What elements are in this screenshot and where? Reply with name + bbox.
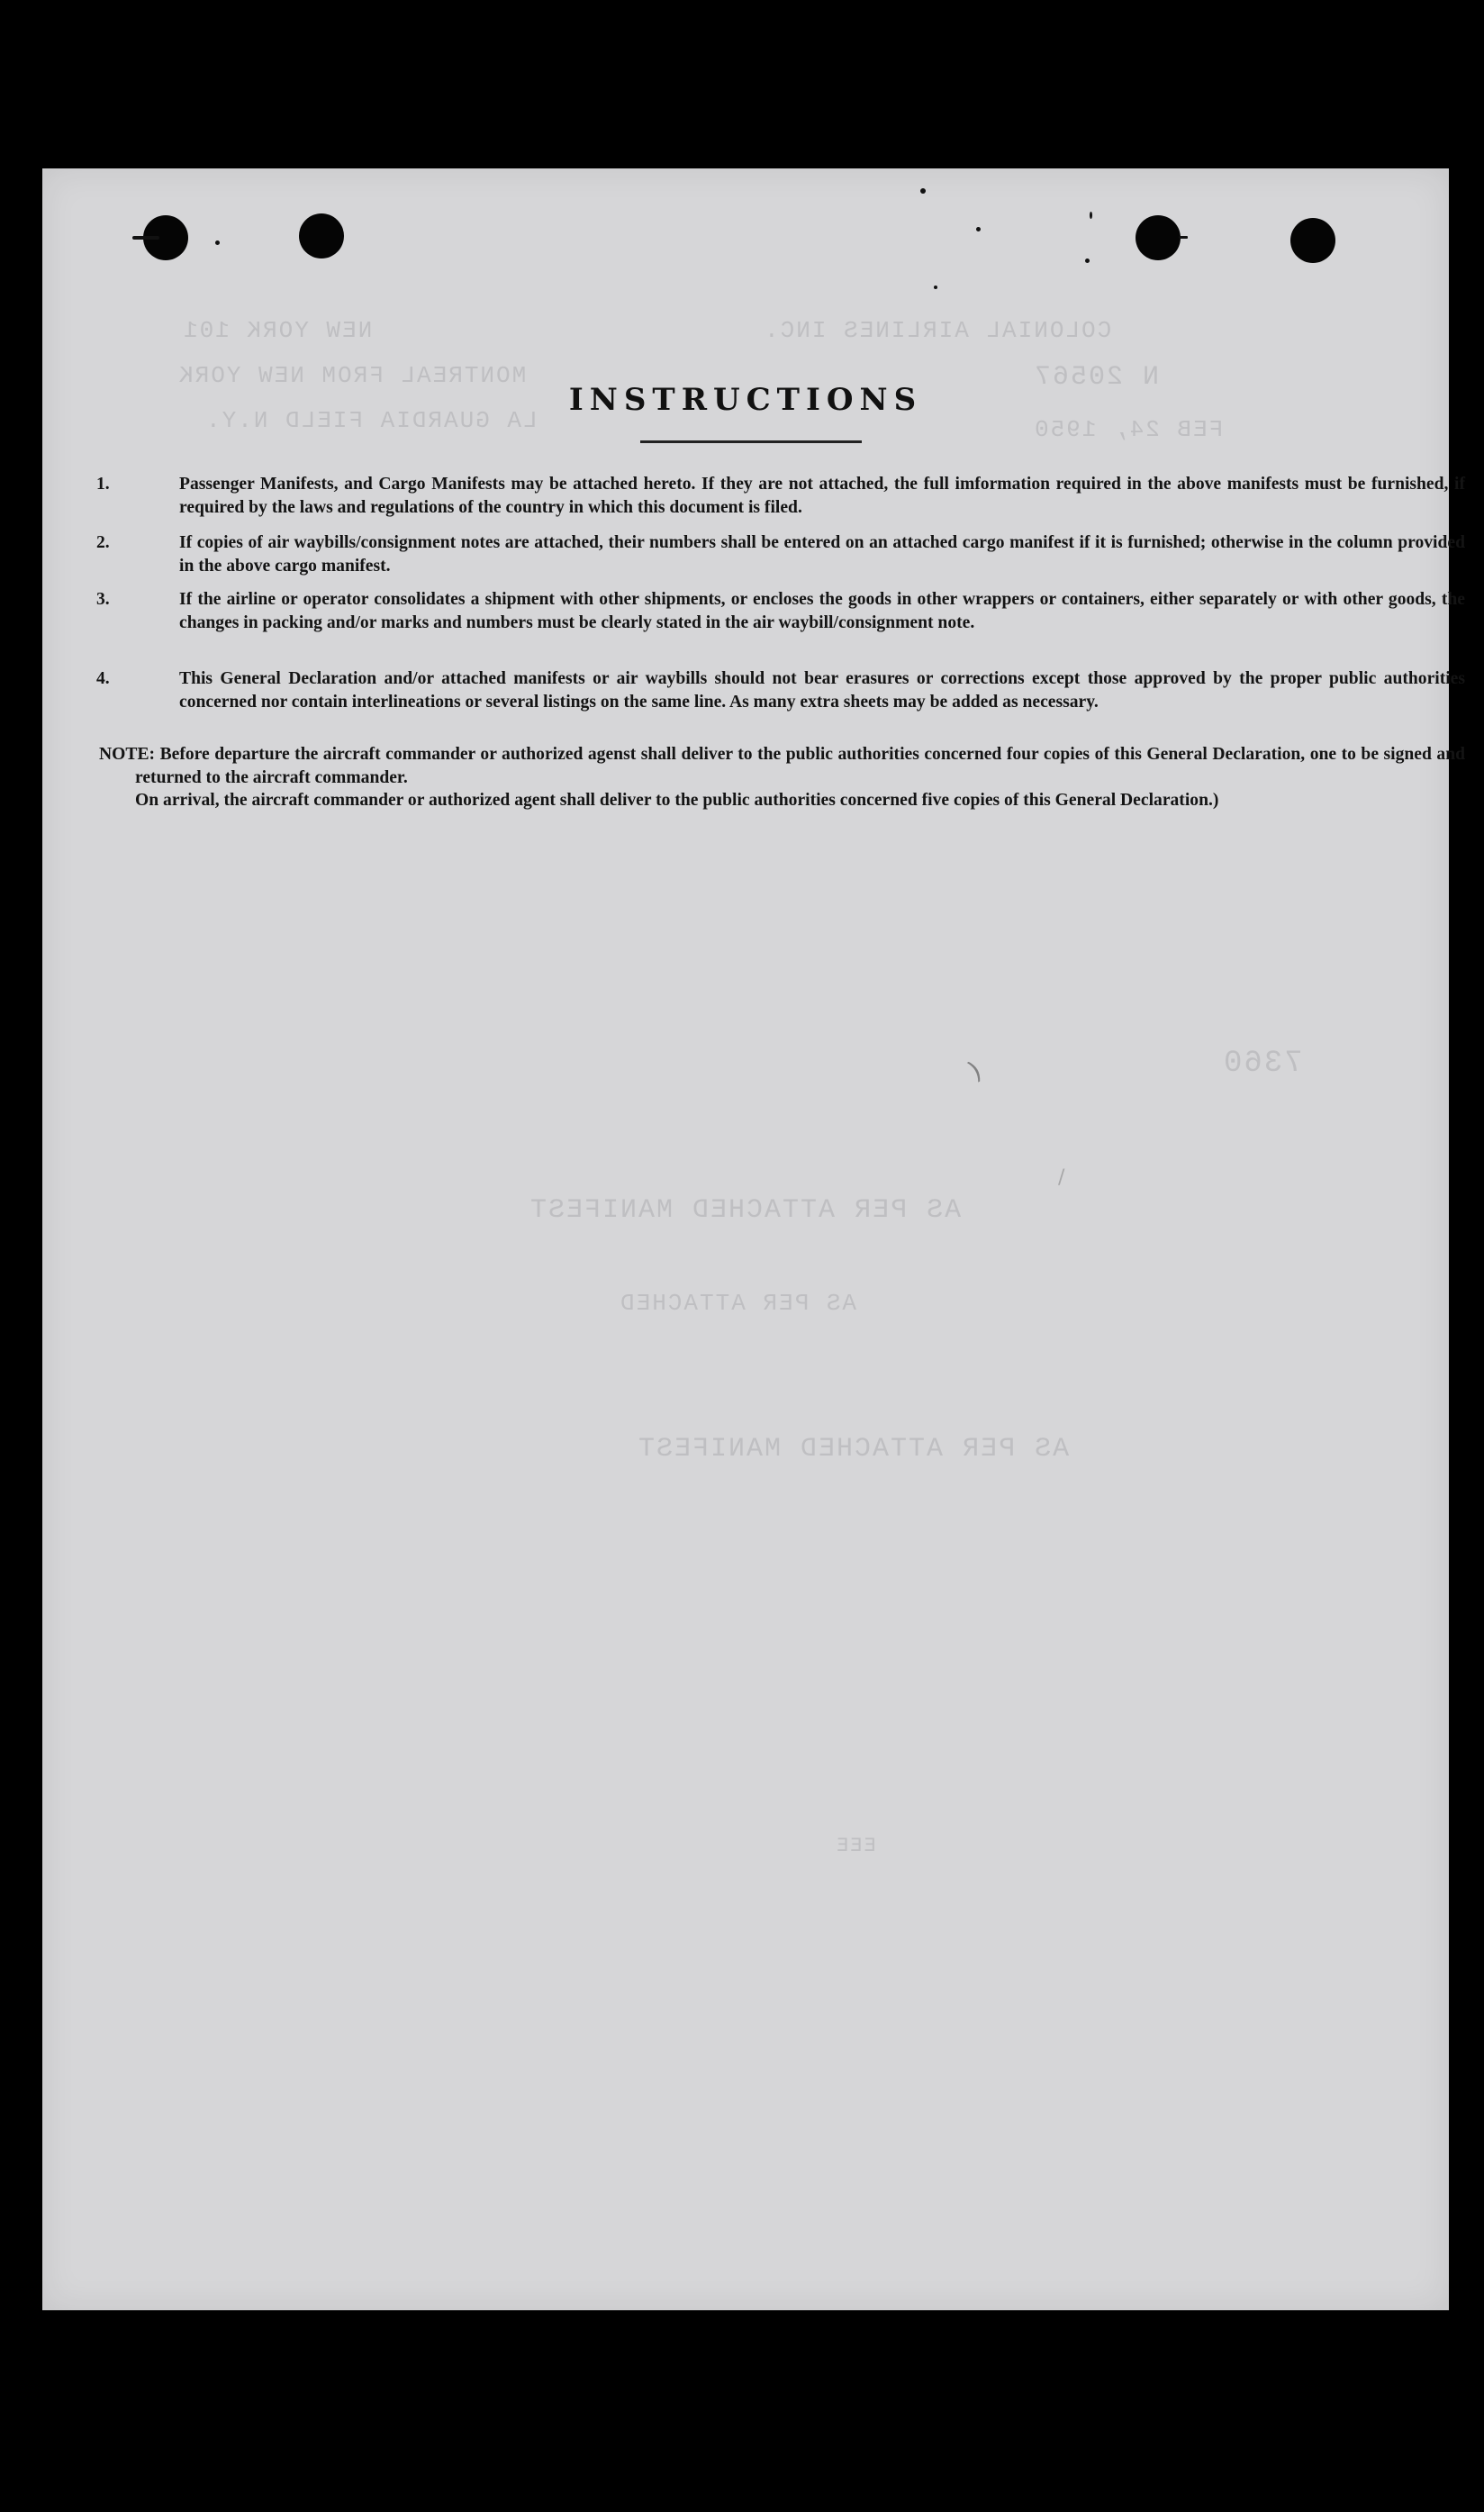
item-number: 1. bbox=[96, 475, 110, 494]
scan-speck bbox=[215, 240, 220, 245]
note-arrival-text: On arrival, the aircraft commander or authorized agent shall deliver to the public authorities concerned five copies of this General Declaration.) bbox=[135, 791, 1219, 810]
note-label: NOTE: bbox=[99, 745, 156, 764]
document-page bbox=[42, 168, 1465, 2310]
item-number: 2. bbox=[96, 533, 110, 552]
note-departure-text: Before departure the aircraft commander or authorized agenst shall deliver to the public authorities concerned four copies of this General Declaration, one to be signed and returned to the aircraft commander. bbox=[135, 745, 1465, 787]
bleed-through-text: LA GUARDIA FIELD N.Y. bbox=[204, 407, 538, 434]
scan-speck bbox=[934, 286, 937, 289]
scan-speck bbox=[132, 236, 159, 240]
item-text: If the airline or operator consolidates a shipment with other shipments, or encloses the goods in other wrappers or containers, either separately or with other goods, the changes in packing and/or marks and numbers must be clearly stated in the air waybill/consignment note. bbox=[179, 590, 1465, 632]
scan-speck bbox=[976, 227, 981, 231]
instruction-item-3 bbox=[96, 588, 1465, 634]
bleed-through-text: N 20567 bbox=[1033, 362, 1160, 393]
punch-hole bbox=[299, 213, 344, 258]
bleed-through-text: AS PER ATTACHED MANIFEST bbox=[529, 1195, 962, 1226]
pencil-mark: ) bbox=[963, 1055, 987, 1086]
bleed-through-text: COLONIAL AIRLINES INC. bbox=[763, 317, 1112, 344]
bleed-through-text: 7360 bbox=[1222, 1047, 1303, 1081]
bleed-through-text: AS PER ATTACHED MANIFEST bbox=[637, 1434, 1070, 1465]
bleed-through-text: FEB 24, 1950 bbox=[1033, 416, 1224, 443]
item-text: If copies of air waybills/consignment notes are attached, their numbers shall be entered on an attached cargo manifest if it is furnished; otherwise in the column provided in the above cargo manifest. bbox=[179, 533, 1465, 576]
item-number: 4. bbox=[96, 669, 110, 688]
punch-hole bbox=[1290, 218, 1335, 263]
scan-speck bbox=[1179, 236, 1188, 239]
instruction-item-1 bbox=[96, 473, 1465, 519]
bleed-through-text: AS PER ATTACHED bbox=[619, 1290, 857, 1317]
instruction-item-2 bbox=[96, 531, 1465, 577]
item-number: 3. bbox=[96, 590, 110, 609]
bleed-through-text: MONTREAL FROM NEW YORK bbox=[177, 362, 527, 389]
instruction-item-4 bbox=[96, 667, 1465, 713]
item-text: This General Declaration and/or attached manifests or air waybills should not bear erasures or corrections except those approved by the proper public authorities concerned nor contain interlineations or several listings on the same line. As many extra sheets may be added as necessary. bbox=[179, 669, 1465, 712]
pencil-mark: / bbox=[1058, 1166, 1065, 1189]
punch-hole bbox=[1136, 215, 1181, 260]
note-block bbox=[99, 743, 1465, 812]
item-text: Passenger Manifests, and Cargo Manifests may be attached hereto. If they are not attached, the full imformation required in the above manifests must be furnished, if required by the laws and regulations of the country in which this document is filed. bbox=[179, 475, 1465, 517]
scan-speck bbox=[1090, 212, 1092, 219]
scan-speck bbox=[920, 188, 926, 194]
page-title: INSTRUCTIONS bbox=[568, 382, 923, 418]
title-underline bbox=[640, 440, 862, 443]
bleed-through-text: NEW YORK 101 bbox=[182, 317, 373, 344]
bleed-through-text: EEE bbox=[835, 1835, 876, 1857]
scan-speck bbox=[1085, 258, 1090, 263]
